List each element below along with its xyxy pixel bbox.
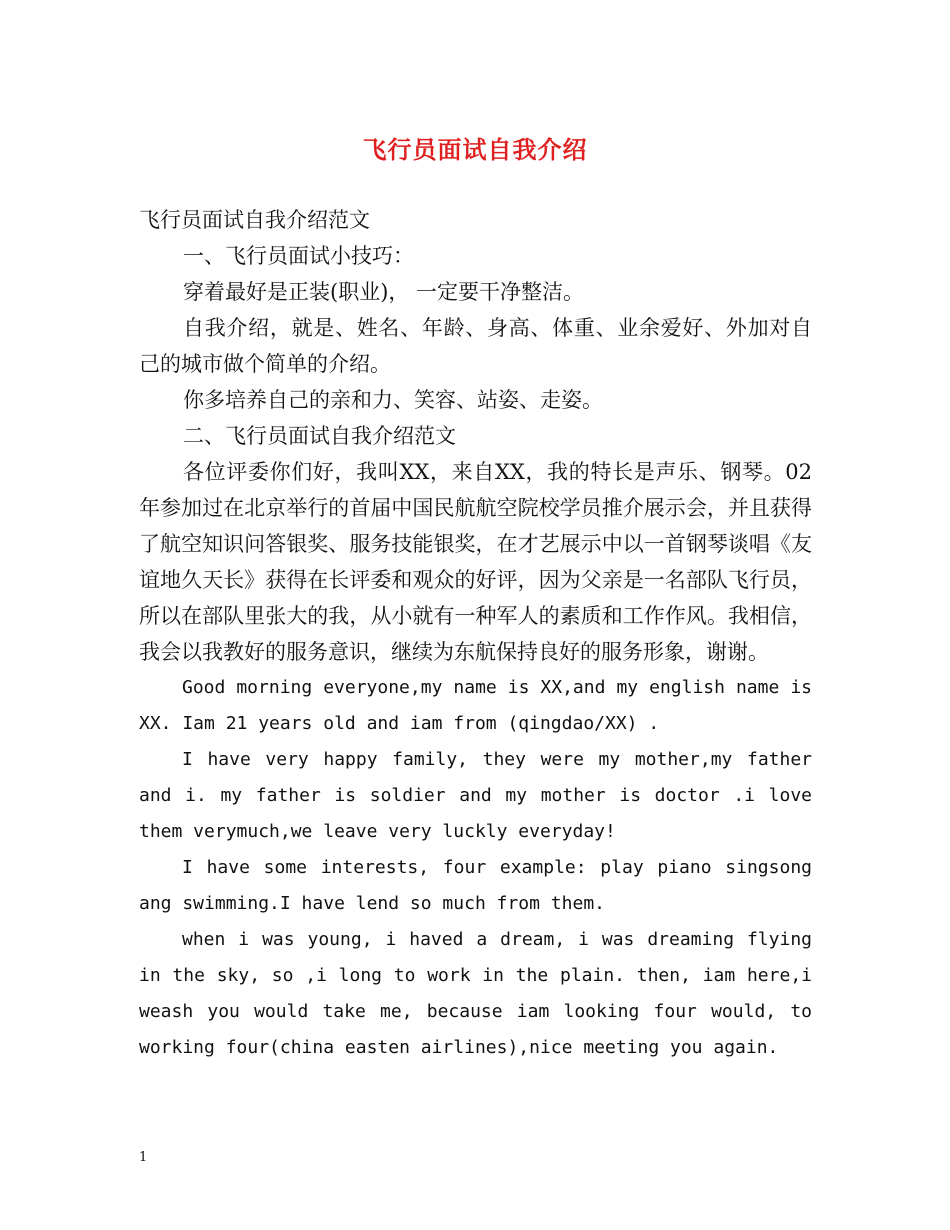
- paragraph-english-greeting: Good morning everyone,my name is XX,and my english name is XX. Iam 21 years old and iam from (qingdao/XX) .: [139, 677, 812, 734]
- paragraph-self-intro-tips: 自我介绍，就是、姓名、年龄、身高、体重、业余爱好、外加对自己的城市做个简单的介绍。: [139, 316, 812, 376]
- page-number: 1: [139, 1150, 148, 1165]
- paragraph-heading: 飞行员面试自我介绍范文: [139, 208, 370, 232]
- paragraph-english-dream: when i was young, i haved a dream, i was dreaming flying in the sky, so ,i long to work in the plain. then, iam here,i weash you would take me, because iam looking four would, to working four(china easten airlines),nice meeting you again.: [139, 929, 812, 1058]
- paragraph-dress: 穿着最好是正装(职业)， 一定要干净整洁。: [183, 280, 585, 304]
- paragraph-chinese-intro: 各位评委你们好，我叫XX，来自XX，我的特长是声乐、钢琴。02年参加过在北京举行的首届中国民航航空院校学员推介展示会，并且获得了航空知识问答银奖、服务技能银奖，在才艺展示中以一首钢琴谈唱《友谊地久天长》获得在长评委和观众的好评，因为父亲是一名部队飞行员，所以在部队里张大的我，从小就有一种军人的素质和工作作风。我相信，我会以我教好的服务意识，继续为东航保持良好的服务形象，谢谢。: [139, 460, 812, 664]
- paragraph-english-interests: I have some interests, four example: play piano singsong ang swimming.I have lend so much from them.: [139, 857, 812, 914]
- paragraph-section-1: 一、飞行员面试小技巧：: [183, 244, 414, 268]
- document-title: 飞行员面试自我介绍: [362, 135, 588, 164]
- paragraph-english-family: I have very happy family, they were my mother,my father and i. my father is soldier and my mother is doctor .i love them verymuch,we leave very luckly everyday!: [139, 749, 812, 842]
- document-body: [139, 202, 812, 1066]
- paragraph-affinity: 你多培养自己的亲和力、笑容、站姿、走姿。: [183, 388, 603, 412]
- paragraph-section-2: 二、飞行员面试自我介绍范文: [183, 424, 456, 448]
